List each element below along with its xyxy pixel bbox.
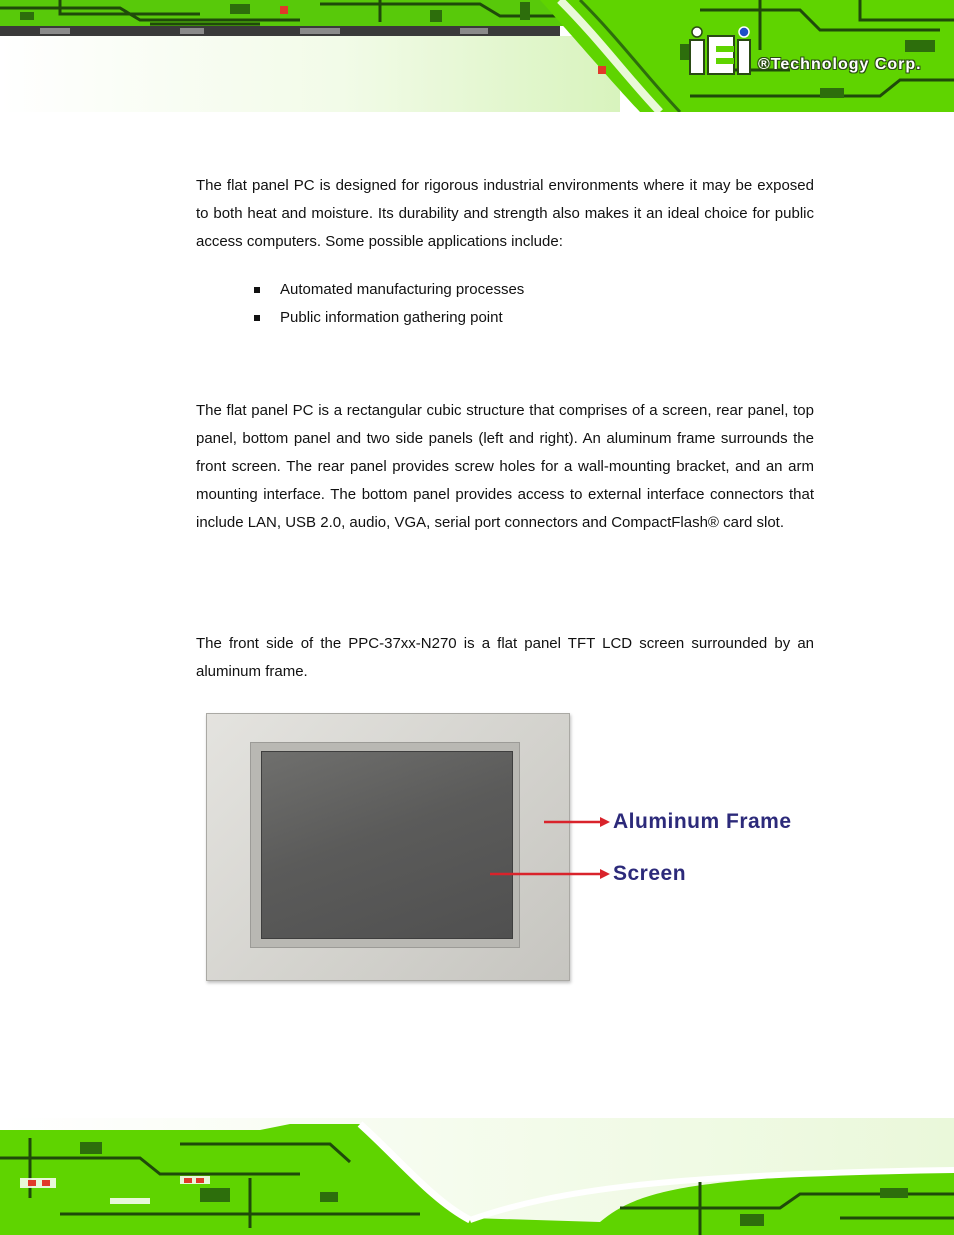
callout-arrows	[200, 705, 820, 990]
section-front-side	[196, 630, 814, 686]
front-view-figure	[200, 705, 820, 990]
square-bullet-icon	[254, 315, 260, 321]
list-item-label: Public information gathering point	[280, 309, 503, 326]
list-item	[252, 276, 524, 304]
logo-text: ®Technology Corp.	[758, 56, 922, 73]
applications-paragraph: The flat panel PC is designed for rigorous industrial environments where it may be exposed to both heat and moisture. Its durability and strength also makes it an ideal choice for public access computers. Some possible applications include:	[196, 177, 814, 250]
structure-paragraph: The flat panel PC is a rectangular cubic structure that comprises of a screen, rear panel, top panel, bottom panel and two side panels (left and right). An aluminum frame surrounds the front screen. The rear panel provides screw holes for a wall-mounting bracket, and an arm mounting interface. The bottom panel provides access to external interface connectors that include LAN, USB 2.0, audio, VGA, serial port connectors and CompactFlash® card slot.	[196, 402, 814, 531]
section-applications	[196, 172, 814, 256]
section-structure	[196, 397, 814, 537]
circuit-board-footer-graphic	[0, 1118, 954, 1235]
screen-arrowhead	[600, 869, 610, 879]
front-side-paragraph: The front side of the PPC-37xx-N270 is a flat panel TFT LCD screen surrounded by an aluminum frame.	[196, 635, 814, 680]
list-item	[252, 304, 524, 332]
list-item-label: Automated manufacturing processes	[280, 281, 525, 298]
iei-logo-icon	[686, 26, 756, 78]
applications-list	[252, 276, 524, 332]
aluminum-frame-label: Aluminum Frame	[613, 810, 792, 833]
header-banner	[0, 0, 954, 112]
footer-banner	[0, 1118, 954, 1235]
screen-label: Screen	[613, 862, 687, 885]
square-bullet-icon	[254, 287, 260, 293]
company-logo	[686, 26, 922, 86]
aluminum-frame-arrowhead	[600, 817, 610, 827]
